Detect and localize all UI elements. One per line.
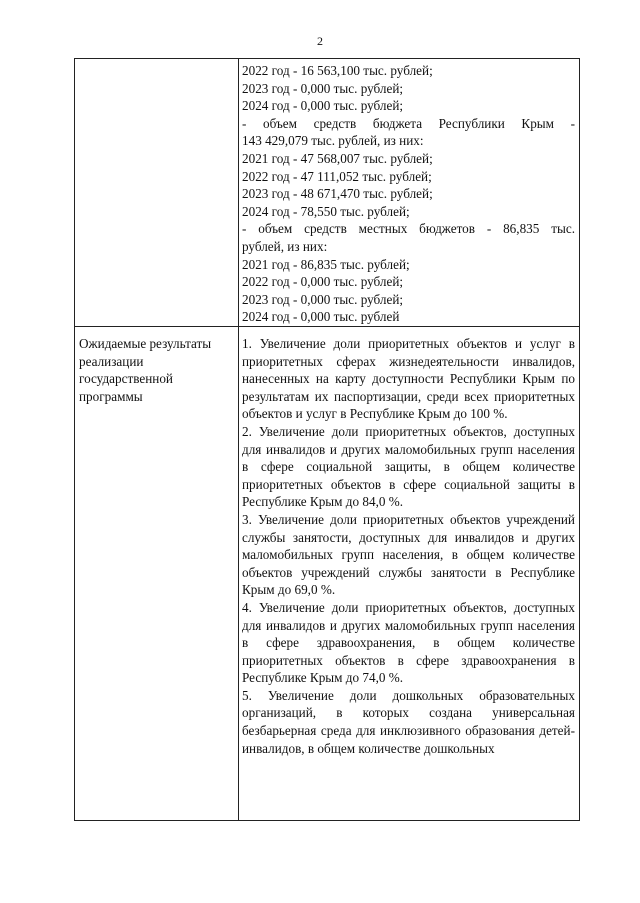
column-divider: [238, 59, 239, 820]
result-item: 3. Увеличение доли приоритетных объектов учреждений службы занятости, доступных для инвалидов и других маломобильных групп населения, в общем количестве объектов учреждений службы занятости в Республике Крым до 69,0 %.: [242, 511, 575, 598]
result-item: 4. Увеличение доли приоритетных объектов, доступных для инвалидов и других маломобильных групп населения в сфере здравоохранения, в общем количестве приоритетных объектов в сфере здравоохранения в Республике Крым до 74,0 %.: [242, 599, 575, 686]
row-divider: [75, 326, 579, 327]
funding-line: 2021 год - 86,835 тыс. рублей;: [242, 256, 410, 272]
results-heading-line: Ожидаемые результаты: [79, 336, 212, 351]
results-heading-line: программы: [79, 388, 143, 404]
program-table: [74, 58, 580, 821]
funding-cell: [242, 62, 575, 326]
funding-line: 2022 год - 47 111,052 тыс. рублей;: [242, 168, 432, 184]
funding-line: 2023 год - 48 671,470 тыс. рублей;: [242, 186, 433, 202]
results-heading-cell: [79, 335, 235, 405]
funding-line: 2023 год - 0,000 тыс. рублей;: [242, 291, 404, 307]
funding-line: 2021 год - 47 568,007 тыс. рублей;: [242, 150, 433, 166]
funding-line: 2024 год - 78,550 тыс. рублей;: [242, 203, 410, 219]
result-item: 5. Увеличение доли дошкольных образовательных организаций, в которых создана универсальная безбарьерная среда для инклюзивного образования детей-инвалидов, в общем количестве дошкольных: [242, 687, 575, 756]
funding-line: 2022 год - 0,000 тыс. рублей;: [242, 274, 404, 290]
funding-line: рублей, из них:: [242, 238, 328, 254]
results-list-cell: [242, 335, 575, 757]
results-heading-line: реализации: [79, 353, 144, 369]
funding-line: - объем средств местных бюджетов - 86,835 тыс.: [242, 221, 575, 237]
result-item: 2. Увеличение доли приоритетных объектов, доступных для инвалидов и других маломобильных групп населения в сфере социальной защиты, в общем количестве приоритетных объектов в сфере социальной защиты в Республике Крым до 84,0 %.: [242, 423, 575, 510]
funding-line: 2024 год - 0,000 тыс. рублей;: [242, 98, 404, 114]
results-heading-line: государственной: [79, 371, 173, 387]
funding-line: 2023 год - 0,000 тыс. рублей;: [242, 80, 404, 96]
funding-line: 2022 год - 16 563,100 тыс. рублей;: [242, 63, 433, 78]
funding-line: - объем средств бюджета Республики Крым -: [242, 115, 575, 131]
funding-line: 2024 год - 0,000 тыс. рублей: [242, 309, 400, 325]
result-item: 1. Увеличение доли приоритетных объектов и услуг в приоритетных сферах жизнедеятельности инвалидов, нанесенных на карту доступности Республики Крым по результатам их паспортизации, среди всех приоритетных объектов и услуг в Республике Крым до 100 %.: [242, 336, 575, 422]
funding-line: 143 429,079 тыс. рублей, из них:: [242, 133, 424, 149]
page-number: 2: [317, 34, 323, 48]
